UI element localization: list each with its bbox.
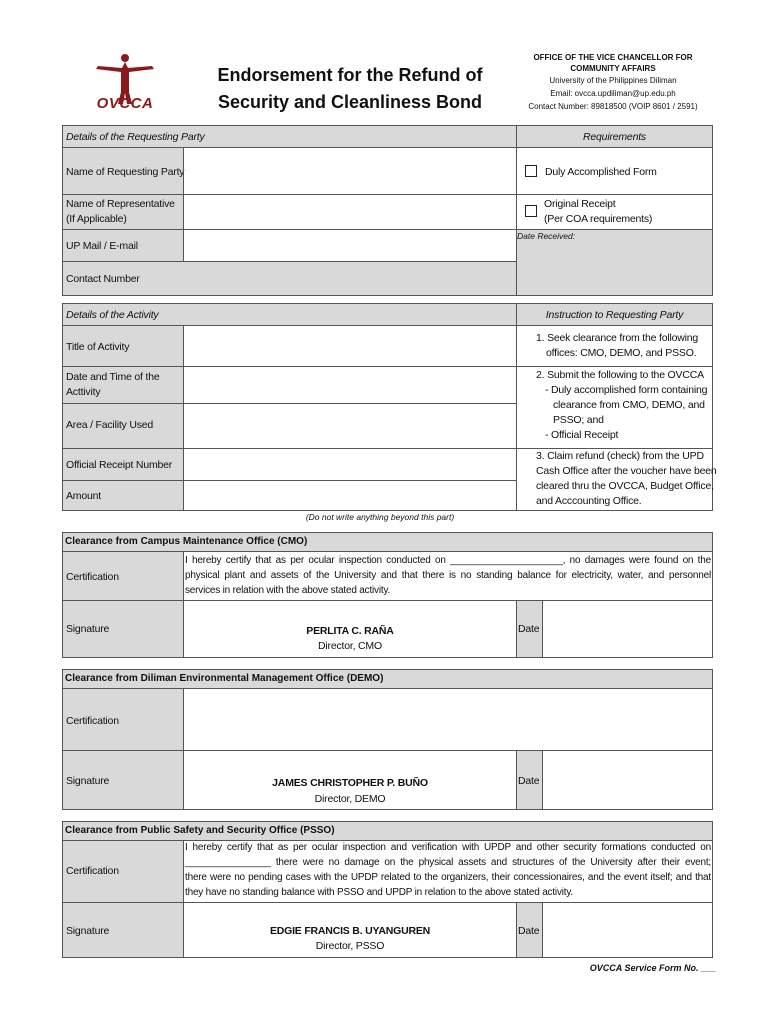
- name-label: Name of Requesting Party: [66, 166, 185, 178]
- step1-line-b: offices: CMO, DEMO, and PSSO.: [546, 347, 697, 359]
- representative-input[interactable]: [183, 194, 517, 230]
- step2-line-c: clearance from CMO, DEMO, and: [553, 399, 705, 411]
- step3-line-d: and Acccounting Office.: [536, 495, 642, 507]
- psso-cert-label: Certification: [66, 865, 119, 877]
- office-contact: Contact Number: 89818500 (VOIP 8601 / 2591): [528, 102, 698, 111]
- office-name-line2: COMMUNITY AFFAIRS: [570, 64, 656, 73]
- step2-line-e: - Official Receipt: [545, 429, 619, 441]
- university-name: University of the Philippines Diliman: [549, 76, 677, 85]
- psso-heading: Clearance from Public Safety and Security Office (PSSO): [65, 825, 335, 836]
- psso-date-field[interactable]: [542, 902, 713, 958]
- psso-sig-label: Signature: [66, 925, 110, 937]
- cmo-cert-line1: I hereby certify that as per ocular inspection conducted on _____________________, no damages were found on the: [185, 555, 711, 566]
- step3-line-c: cleared thru the OVCCA, Budget Office,: [536, 480, 714, 492]
- receipt-number-input[interactable]: [183, 448, 517, 481]
- receipt-checkbox[interactable]: [525, 205, 537, 217]
- receipt-requirement-label-1: Original Receipt: [544, 198, 616, 210]
- demo-cert-field[interactable]: [183, 688, 713, 751]
- requirements-heading: Requirements: [583, 131, 646, 143]
- rep-label-2: (If Applicable): [66, 213, 127, 225]
- step3-line-b: Cash Office after the voucher have been: [536, 465, 717, 477]
- do-not-write-note: (Do not write anything beyond this part): [305, 512, 455, 522]
- email-label: UP Mail / E-mail: [66, 240, 138, 252]
- service-form-number: OVCCA Service Form No. ___: [589, 963, 716, 973]
- psso-cert-line4: they have no standing balance with PSSO and UPDP in relation to the above stated activity.: [185, 887, 573, 898]
- demo-heading: Clearance from Diliman Environmental Management Office (DEMO): [65, 673, 384, 684]
- office-name-line1: OFFICE OF THE VICE CHANCELLOR FOR: [533, 53, 693, 62]
- step2-line-a: 2. Submit the following to the OVCCA: [536, 369, 704, 381]
- demo-position: Director, DEMO: [314, 793, 386, 805]
- cmo-signatory: PERLITA C. RAÑA: [306, 625, 394, 637]
- step1-line-a: 1. Seek clearance from the following: [536, 332, 699, 344]
- cmo-sig-label: Signature: [66, 623, 110, 635]
- cmo-position: Director, CMO: [318, 640, 382, 652]
- step3-line-a: 3. Claim refund (check) from the UPD: [536, 450, 704, 462]
- demo-sig-label: Signature: [66, 775, 110, 787]
- step2-line-d: PSSO; and: [553, 414, 604, 426]
- demo-date-label: Date: [518, 775, 540, 787]
- cmo-date-label: Date: [518, 623, 540, 635]
- form-title-line2: Security and Cleanliness Bond: [217, 92, 483, 112]
- date-received-label: Date Received:: [517, 231, 576, 241]
- amount-label: Amount: [66, 490, 101, 502]
- psso-position: Director, PSSO: [315, 940, 385, 952]
- psso-cert-line3: there were no pending cases with the UPDP related to the organizers, their concessionaires, and the event itself; and that: [185, 872, 711, 883]
- psso-date-label: Date: [518, 925, 540, 937]
- psso-signatory: EDGIE FRANCIS B. UYANGUREN: [269, 925, 431, 937]
- email-input[interactable]: [183, 229, 517, 262]
- activity-title-input[interactable]: [183, 325, 517, 367]
- title-label: Title of Activity: [66, 341, 130, 353]
- receipt-requirement-label-2: (Per COA requirements): [544, 213, 653, 225]
- requesting-party-heading: Details of the Requesting Party: [66, 131, 205, 143]
- psso-cert-line2: ________________ there were no damage on the physical assets and structures of the University after their event;: [185, 857, 711, 868]
- cmo-heading: Clearance from Campus Maintenance Office (CMO): [65, 536, 308, 547]
- instructions-heading: Instruction to Requesting Party: [545, 309, 684, 321]
- cmo-date-field[interactable]: [542, 600, 713, 658]
- datetime-label-2: Acttivity: [66, 386, 101, 398]
- step2-line-b: - Duly accomplished form containing: [545, 384, 708, 396]
- receipt-number-label: Official Receipt Number: [66, 459, 173, 471]
- contact-label: Contact Number: [66, 273, 140, 285]
- demo-signatory: JAMES CHRISTOPHER P. BUÑO: [272, 777, 428, 789]
- datetime-input[interactable]: [183, 366, 517, 404]
- form-checkbox[interactable]: [525, 165, 537, 177]
- area-label: Area / Facility Used: [66, 419, 154, 431]
- form-title-line1: Endorsement for the Refund of: [217, 65, 483, 85]
- demo-cert-label: Certification: [66, 715, 119, 727]
- datetime-label-1: Date and Time of the: [66, 371, 160, 383]
- cmo-cert-line3: services in relation with the above stated activity.: [185, 585, 391, 596]
- activity-heading: Details of the Activity: [66, 309, 159, 321]
- psso-cert-line1: I hereby certify that as per ocular inspection and verification with UPDP and other security formations conducted on: [185, 842, 711, 853]
- name-input[interactable]: [183, 147, 517, 195]
- office-email: Email: ovcca.updiliman@up.edu.ph: [550, 89, 676, 98]
- logo-text: OVCCA: [96, 95, 154, 112]
- cmo-cert-line2: physical plant and assets of the University and that there is no standing balance for electricity, water, and personnel: [185, 570, 711, 581]
- demo-date-field[interactable]: [542, 750, 713, 810]
- rep-label-1: Name of Representative: [66, 198, 175, 210]
- area-input[interactable]: [183, 403, 517, 449]
- form-requirement-label: Duly Accomplished Form: [545, 166, 657, 178]
- amount-input[interactable]: [183, 480, 517, 511]
- cmo-cert-label: Certification: [66, 571, 119, 583]
